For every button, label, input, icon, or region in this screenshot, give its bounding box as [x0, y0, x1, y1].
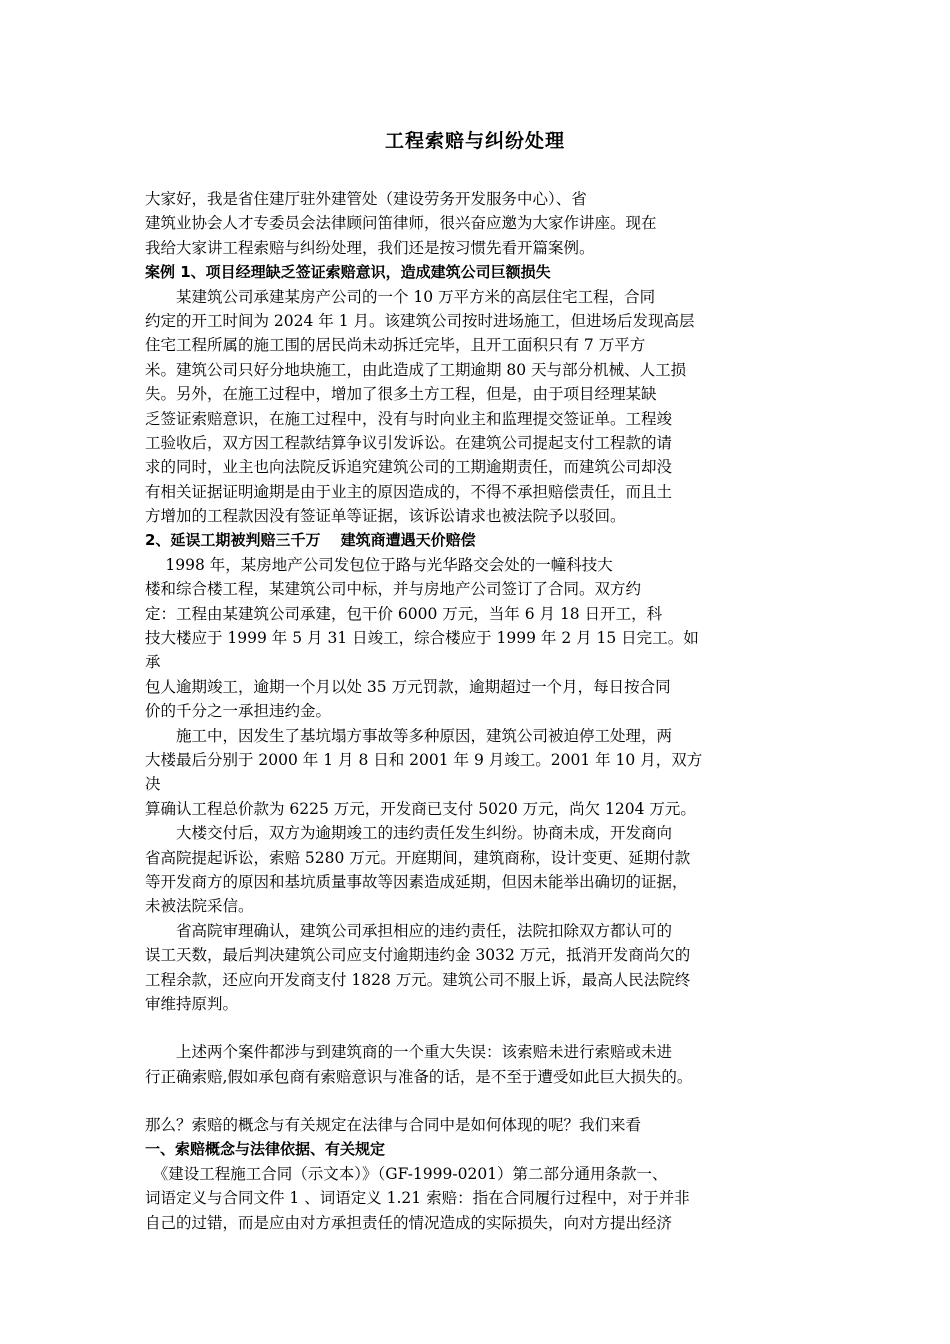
paragraph-line: 那么？索赔的概念与有关规定在法律与合同中是如何体现的呢？我们来看: [145, 1116, 642, 1135]
paragraph-line: 省高院提起诉讼，索赔 5280 万元。开庭期间，建筑商称，设计变更、延期付款: [145, 848, 691, 867]
section-heading: 2、延误工期被判赔三千万 建筑商遭遇天价赔偿: [145, 531, 476, 550]
paragraph-line: 定：工程由某建筑公司承建，包干价 6000 万元，当年 6 月 18 日开工，科: [145, 604, 663, 623]
paragraph-line: 承: [145, 653, 161, 672]
document-body: [145, 187, 845, 1235]
paragraph-line: 大楼最后分别于 2000 年 1 月 8 日和 2001 年 9 月竣工。2001 年 10 月，双方: [145, 750, 703, 769]
section-heading: 案例 1、项目经理缺乏签证索赔意识，造成建筑公司巨额损失: [145, 263, 551, 282]
paragraph-line: 米。建筑公司只好分地块施工，由此造成了工期逾期 80 天与部分机械、人工损: [145, 360, 687, 379]
paragraph-line: 审维持原判。: [145, 994, 239, 1013]
paragraph-line: 价的千分之一承担违约金。: [145, 702, 332, 721]
blank-line: [145, 1016, 845, 1040]
paragraph-line: 1998 年，某房地产公司发包位于路与光华路交会处的一幢科技大: [145, 555, 613, 574]
paragraph-line: 约定的开工时间为 2024 年 1 月。该建筑公司按时进场施工，但进场后发现高层: [145, 311, 695, 330]
paragraph-line: 建筑业协会人才专委员会法律顾问笛律师，很兴奋应邀为大家作讲座。现在: [145, 214, 657, 233]
paragraph-line: 楼和综合楼工程，某建筑公司中标，并与房地产公司签订了合同。双方约: [145, 580, 642, 599]
paragraph-line: 方增加的工程款因没有签证单等证据，该诉讼请求也被法院予以驳回。: [145, 507, 626, 526]
paragraph-line: 工验收后，双方因工程款结算争议引发诉讼。在建筑公司提起支付工程款的请: [145, 433, 673, 452]
paragraph-line: 住宅工程所属的施工围的居民尚未动拆迁完毕，且开工面积只有 7 万平方: [145, 336, 646, 355]
paragraph-line: 有相关证据证明逾期是由于业主的原因造成的，不得不承担赔偿责任，而且土: [145, 482, 673, 501]
paragraph-line: 误工天数，最后判决建筑公司应支付逾期违约金 3032 万元，抵消开发商尚欠的: [145, 946, 691, 965]
paragraph-line: 求的同时，业主也向法院反诉追究建筑公司的工期逾期责任，而建筑公司却没: [145, 458, 673, 477]
paragraph-line: 《建设工程施工合同（示文本）》（GF-1999-0201）第二部分通用条款一、: [145, 1164, 668, 1183]
paragraph-line: 等开发商方的原因和基坑质量事故等因素造成延期，但因未能举出确切的证据，: [145, 872, 688, 891]
paragraph-line: 包人逾期竣工，逾期一个月以处 35 万元罚款，逾期超过一个月，每日按合同: [145, 677, 671, 696]
paragraph-line: 大家好，我是省住建厅驻外建管处（建设劳务开发服务中心）、省: [145, 190, 587, 208]
document-title: 工程索赔与纠纷处理: [384, 130, 565, 152]
paragraph-line: 失。另外，在施工过程中，增加了很多土方工程，但是，由于项目经理某缺: [145, 385, 657, 404]
paragraph-line: 未被法院采信。: [145, 897, 254, 916]
paragraph-line: 词语定义与合同文件 1 、词语定义 1.21 索赔：指在合同履行过程中，对于并非: [145, 1189, 690, 1208]
paragraph-line: 施工中，因发生了基坑塌方事故等多种原因，建筑公司被迫停工处理，两: [145, 726, 673, 745]
paragraph-line: 工程余款，还应向开发商支付 1828 万元。建筑公司不服上诉，最高人民法院终: [145, 970, 691, 989]
paragraph-line: 省高院审理确认，建筑公司承担相应的违约责任，法院扣除双方都认可的: [145, 921, 673, 940]
paragraph-line: 自己的过错，而是应由对方承担责任的情况造成的实际损失，向对方提出经济: [145, 1213, 673, 1232]
paragraph-line: 算确认工程总价款为 6225 万元，开发商已支付 5020 万元，尚欠 1204 万元。: [145, 799, 696, 818]
section-heading: 一、索赔概念与法律依据、有关规定: [145, 1140, 386, 1159]
paragraph-line: 某建筑公司承建某房产公司的一个 10 万平方米的高层住宅工程，合同: [145, 287, 656, 306]
paragraph-line: 行正确索赔,假如承包商有索赔意识与准备的话，是不至于遭受如此巨大损失的。: [145, 1067, 693, 1086]
paragraph-line: 乏签证索赔意识，在施工过程中，没有与时向业主和监理提交签证单。工程竣: [145, 409, 673, 428]
paragraph-line: 大楼交付后，双方为逾期竣工的违约责任发生纠纷。协商未成，开发商向: [145, 824, 673, 843]
paragraph-line: 我给大家讲工程索赔与纠纷处理，我们还是按习惯先看开篇案例。: [145, 238, 595, 257]
blank-line: [145, 1089, 845, 1113]
paragraph-line: 上述两个案件都涉与到建筑商的一个重大失误：该索赔未进行索赔或未进: [145, 1043, 673, 1062]
paragraph-line: 决: [145, 775, 161, 794]
paragraph-line: 技大楼应于 1999 年 5 月 31 日竣工，综合楼应于 1999 年 2 月 15 日完工。如: [145, 629, 699, 648]
